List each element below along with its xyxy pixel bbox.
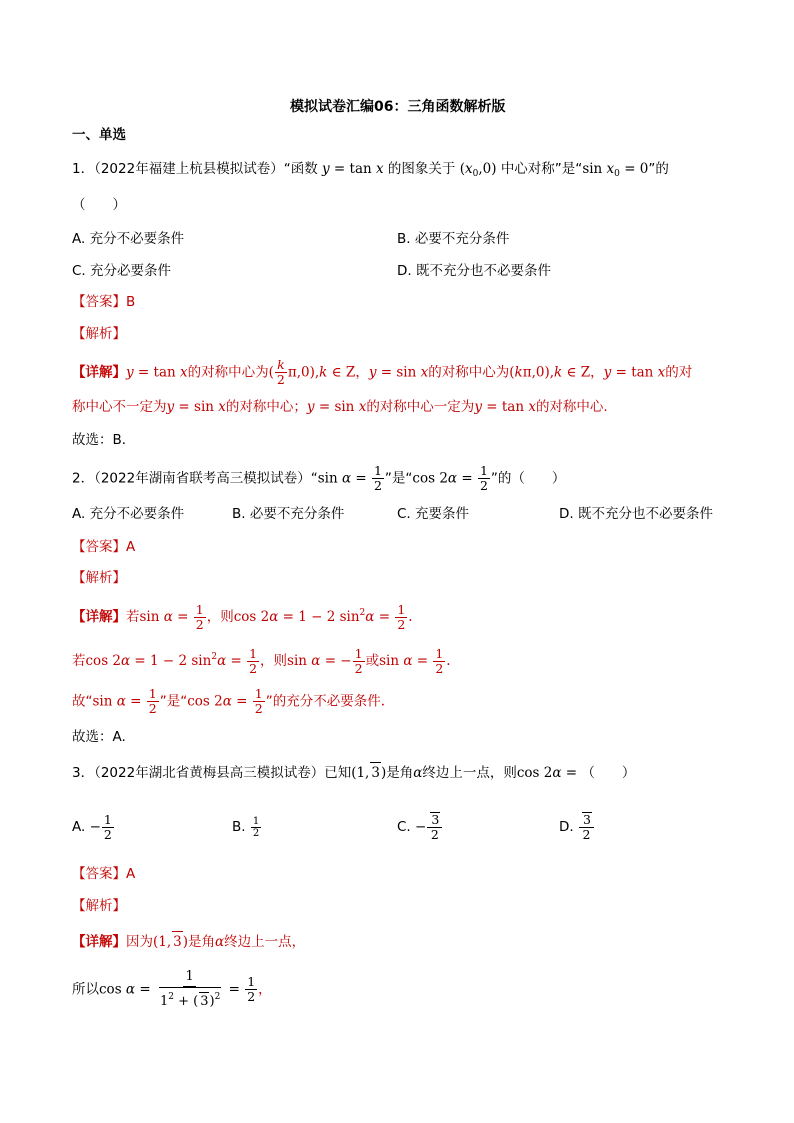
q2-option-a: A. 充分不必要条件 — [72, 506, 185, 522]
q2-option-c: C. 充要条件 — [397, 506, 470, 522]
section-heading: 一、单选 — [72, 127, 126, 143]
q2-detail-line1: 【详解】若sin α = $\frac{1}{2}$ ，则cos 2α = 1 − 2 $\sin^2\alpha$ = $\frac{1}{2}$ . — [72, 601, 413, 632]
q1-option-a: A. 充分不必要条件 — [72, 231, 185, 247]
q1-answer: 【答案】B — [72, 294, 136, 310]
q3-detail-line2: 所以cos α = $\frac{1}{1^2 + ( 3)^2}$ = $\frac{1}{2}$ ， — [72, 969, 272, 1009]
q1-option-c: C. 充分必要条件 — [72, 263, 172, 279]
q1-option-b: B. 必要不充分条件 — [397, 231, 510, 247]
q3-detail-line1: 【详解】因为(1, 3)是角α终边上一点， — [72, 931, 305, 952]
q1-detail-line2: 称中心不一定为y = sin x的对称中心；y = sin x的对称中心一定为y = tan x的对称中心. — [72, 399, 608, 415]
q3-answer: 【答案】A — [72, 866, 136, 882]
q2-answer: 【答案】A — [72, 539, 136, 555]
document-title: 模拟试卷汇编06：三角函数解析版 — [290, 99, 506, 115]
q1-detail-line1: 【详解】y = tan x的对称中心为( $\frac{k}{2}$ π,0),k ∈ Z，y = sin x的对称中心为(kπ,0),k ∈ Z，y = tan x的对 — [72, 357, 693, 387]
q2-detail-line2: 若cos 2α = 1 − 2 $\sin^2\alpha$ = $\frac{1}{2}$ ，则sin α = − $\frac{1}{2}$ 或sin α = $\frac{1}{2}$ . — [72, 645, 451, 676]
q2-option-d: D. 既不充分也不必要条件 — [559, 506, 713, 522]
q2-detail-line3: 故“sin α = $\frac{1}{2}$ ”是“cos 2α = $\frac{1}{2}$ ”的充分不必要条件. — [72, 686, 385, 716]
q1-conclusion: 故选：B． — [72, 432, 136, 448]
q1-analysis-label: 【解析】 — [72, 326, 126, 342]
q1-eq-tan: y — [322, 161, 330, 177]
q1-paren: （ ） — [72, 197, 126, 213]
q2-stem: 2．（2022年湖南省联考高三模拟试卷）“sin α = $\frac{1}{2}$ ”是“cos 2α = $\frac{1}{2}$ ”的（ ） — [72, 463, 566, 493]
q3-stem: 3．（2022年湖北省黄梅县高三模拟试卷）已知(1, 3)是角α终边上一点，则cos 2α = （ ） — [72, 762, 635, 783]
q1-stem: 1．（2022年福建上杭县模拟试卷）“函数 y = tan x 的图象关于 $(x_0,0)$ 中心对称”是“sin $x_0 = 0$”的 — [72, 161, 669, 179]
q3-option-a: A. − $\frac{1}{2}$ — [72, 811, 112, 842]
q3-option-b: B. $\frac{1}{2}$ — [232, 815, 260, 839]
q2-analysis-label: 【解析】 — [72, 570, 126, 586]
q2-conclusion: 故选：A. — [72, 729, 126, 745]
q2-option-b: B. 必要不充分条件 — [232, 506, 345, 522]
q3-option-d: D. $\frac{3}{2}$ — [559, 812, 595, 842]
q3-option-c: C. − $\frac{3}{2}$ — [397, 812, 443, 842]
q3-analysis-label: 【解析】 — [72, 898, 126, 914]
q1-option-d: D. 既不充分也不必要条件 — [397, 263, 551, 279]
